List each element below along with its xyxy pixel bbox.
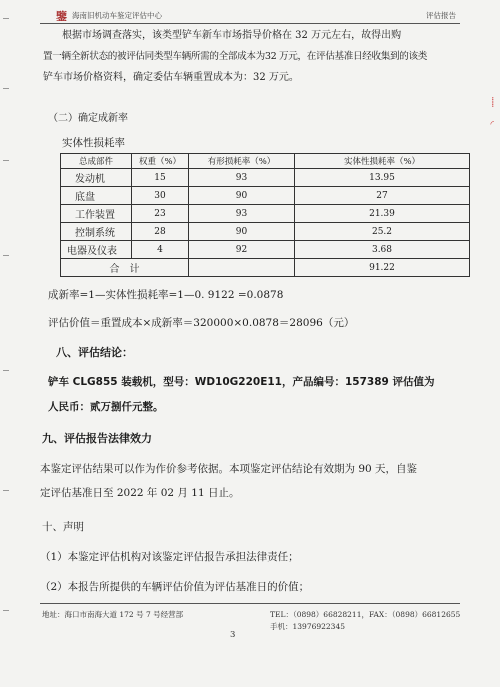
validity-line-2: 定评估基准日至 2022 年 02 月 11 日止。	[40, 487, 240, 499]
table-cell: 发动机	[61, 169, 132, 187]
table-total-row	[61, 259, 470, 277]
statement-item-1: （1）本鉴定评估机构对该鉴定评估报告承担法律责任；	[40, 551, 299, 563]
total-value: 91.22	[295, 259, 470, 277]
section9-heading: 九、评估报告法律效力	[42, 432, 152, 445]
table-cell: 3.68	[295, 241, 470, 259]
margin-mark	[3, 255, 9, 256]
total-label: 合 计	[61, 259, 189, 277]
depreciation-table	[60, 153, 470, 277]
section8-heading: 八、评估结论：	[56, 346, 133, 359]
page-number: 3	[230, 630, 236, 640]
newness-formula: 成新率=1—实体性损耗率=1—0. 9122 =0.0878	[48, 289, 284, 301]
table-row	[61, 187, 470, 205]
margin-mark	[3, 490, 9, 491]
intro-line-1: 根据市场调查落实，该类型铲车新车市场指导价格在 32 万元左右，故得出购	[62, 30, 402, 41]
table-cell: 25.2	[295, 223, 470, 241]
table-cell: 93	[189, 169, 295, 187]
intro-line-2: 置一辆全新状态的被评估同类型车辆所需的全部成本为32 万元，在评估基准日经收集到的该类	[43, 51, 427, 62]
conclusion-line-2: 人民币：贰万捌仟元整。	[48, 401, 164, 413]
column-header: 权重（%）	[132, 154, 189, 169]
table-cell	[189, 259, 295, 277]
table-title: 实体性损耗率	[62, 137, 125, 149]
table-cell: 90	[189, 223, 295, 241]
seal-edge-mark: ◜	[490, 120, 494, 130]
table-cell: 92	[189, 241, 295, 259]
margin-mark	[3, 160, 9, 161]
table-cell: 电器及仪表	[61, 241, 132, 259]
validity-line-1: 本鉴定评估结果可以作为作价参考依据。本项鉴定评估结论有效期为 90 天，自鉴	[40, 463, 418, 475]
seal-edge-mark: ⸽	[491, 98, 494, 108]
org-logo-icon: 鑒	[56, 10, 67, 23]
header-doc-type: 评估报告	[426, 11, 456, 20]
margin-mark	[3, 18, 9, 19]
table-cell: 底盘	[61, 187, 132, 205]
footer-mobile: 手机：13976922345	[270, 622, 345, 631]
table-cell: 30	[132, 187, 189, 205]
intro-line-3: 铲车市场价格资料，确定委估车辆重置成本为：32 万元。	[43, 72, 299, 83]
footer-address: 地址：海口市南海大道 172 号 7 号经营部	[42, 610, 184, 619]
section10-heading: 十、声明	[42, 521, 84, 533]
margin-mark	[3, 370, 9, 371]
value-formula: 评估价值＝重置成本×成新率＝320000×0.0878＝28096（元）	[48, 317, 355, 329]
table-header-row	[61, 154, 470, 169]
table-row	[61, 223, 470, 241]
table-row	[61, 241, 470, 259]
table-cell: 28	[132, 223, 189, 241]
page-header	[40, 9, 460, 24]
table-cell: 13.95	[295, 169, 470, 187]
table-row	[61, 205, 470, 223]
table-cell: 21.39	[295, 205, 470, 223]
margin-mark	[3, 88, 9, 89]
table-cell: 15	[132, 169, 189, 187]
header-org: 海南旧机动车鉴定评估中心	[72, 11, 162, 20]
column-header: 实体性损耗率（%）	[295, 154, 470, 169]
column-header: 有形损耗率（%）	[189, 154, 295, 169]
table-cell: 90	[189, 187, 295, 205]
table-row	[61, 169, 470, 187]
conclusion-line-1: 铲车 CLG855 装载机，型号：WD10G220E11，产品编号：157389 评估值为	[48, 376, 435, 388]
table-cell: 23	[132, 205, 189, 223]
table-cell: 控制系统	[61, 223, 132, 241]
column-header: 总成部件	[61, 154, 132, 169]
table-cell: 27	[295, 187, 470, 205]
footer-rule	[40, 603, 460, 604]
footer-tel: TEL：（0898）66828211，FAX：（0898）66812655	[270, 610, 461, 619]
table-cell: 工作装置	[61, 205, 132, 223]
statement-item-2: （2）本报告所提供的车辆评估价值为评估基准日的价值；	[40, 581, 310, 593]
table-cell: 4	[132, 241, 189, 259]
table-cell: 93	[189, 205, 295, 223]
depreciation-heading: （二）确定成新率	[48, 113, 128, 124]
margin-mark	[3, 610, 9, 611]
